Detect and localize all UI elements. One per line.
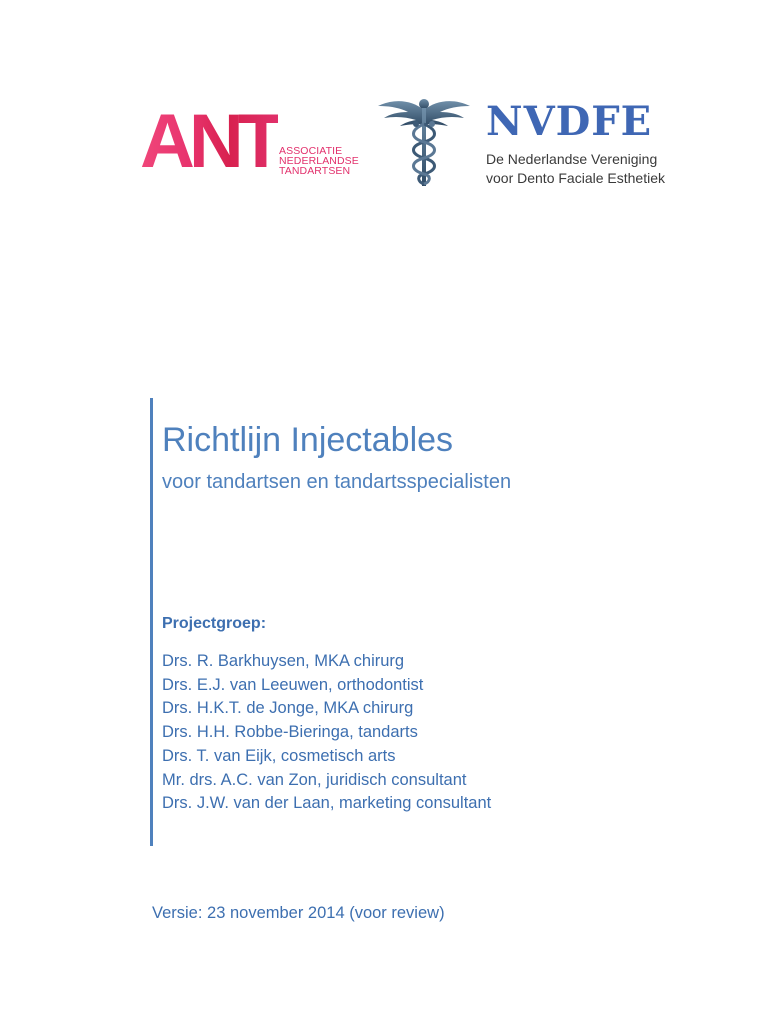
ant-subtitle-line: TANDARTSEN (279, 165, 351, 177)
ant-wordmark: ANT (140, 99, 279, 184)
member-item: Mr. drs. A.C. van Zon, juridisch consultant (162, 770, 467, 789)
caduceus-icon (376, 94, 472, 188)
title-accent-bar (150, 398, 153, 846)
ant-subtitle-line: NEDERLANDSE (279, 155, 359, 167)
member-item: Drs. T. van Eijk, cosmetisch arts (162, 746, 396, 765)
document-title: Richtlijn Injectables (162, 421, 454, 459)
document-subtitle: voor tandartsen en tandartsspecialisten (162, 471, 512, 493)
member-item: Drs. J.W. van der Laan, marketing consultant (162, 794, 492, 813)
member-item: Drs. E.J. van Leeuwen, orthodontist (162, 675, 424, 694)
ant-subtitle (279, 146, 359, 176)
nvdfe-subtitle-line: De Nederlandse Vereniging (486, 151, 658, 167)
member-item: Drs. H.H. Robbe-Bieringa, tandarts (162, 723, 418, 742)
projectgroep-heading: Projectgroep: (162, 615, 267, 632)
ant-logo (140, 99, 380, 184)
logo-header (0, 0, 770, 220)
member-item: Drs. H.K.T. de Jonge, MKA chirurg (162, 699, 414, 718)
member-list (162, 650, 491, 816)
member-item: Drs. R. Barkhuysen, MKA chirurg (162, 652, 405, 670)
nvdfe-subtitle (486, 150, 665, 188)
nvdfe-wordmark: NVDFE (486, 98, 653, 145)
ant-subtitle-line: ASSOCIATIE (279, 145, 343, 157)
version-line: Versie: 23 november 2014 (voor review) (152, 904, 445, 922)
nvdfe-subtitle-line: voor Dento Faciale Esthetiek (486, 170, 665, 186)
